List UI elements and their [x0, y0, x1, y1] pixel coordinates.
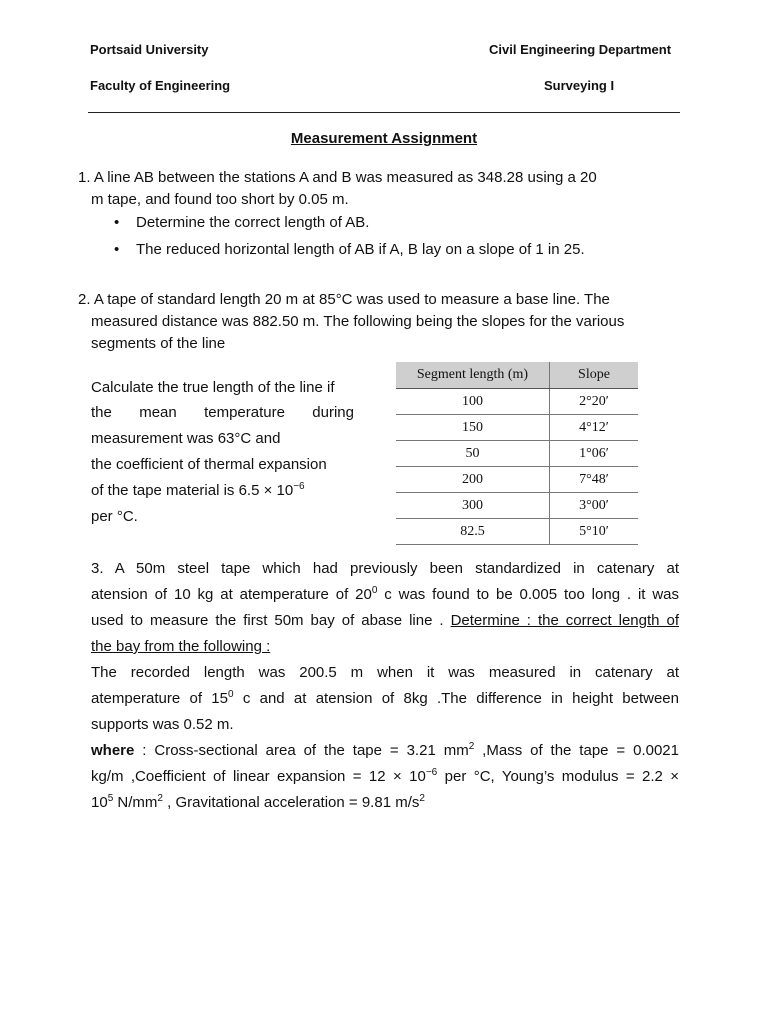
q3-line-3a: used to measure the first 50m bay of abase line . [91, 612, 451, 629]
slope-cell: 7°48′ [550, 467, 639, 493]
q3-line-2b: c was found to be 0.005 too long . it was [377, 586, 680, 603]
q1-bullet-2-text: The reduced horizontal length of AB if A, B lay on a slope of 1 in 25. [136, 241, 585, 258]
q3-ten-pow-sup: 5 [107, 793, 114, 804]
q3-line-3 [91, 608, 679, 634]
table-row [396, 519, 638, 545]
page-title: Measurement Assignment [290, 130, 478, 147]
header-slope: Slope [550, 362, 639, 389]
q1-bullet-1 [114, 212, 370, 234]
course-name: Surveying I [544, 78, 615, 93]
q3-line-10a: 10 [91, 794, 108, 811]
q2-calc-line-3: measurement was 63°C and [91, 430, 281, 447]
q3-line-7: supports was 0.52 m. [91, 716, 234, 733]
q3-line-8 [91, 738, 679, 764]
table-row [396, 441, 638, 467]
header-segment-length: Segment length (m) [396, 362, 550, 389]
table-row [396, 467, 638, 493]
q3-line-1: 3. A 50m steel tape which had previously been standardized in catenary at [91, 560, 679, 577]
q3-line-10c: , Gravitational acceleration = 9.81 m/s [162, 794, 420, 811]
header-divider [88, 112, 680, 113]
q3-line-4 [91, 634, 270, 660]
segment-length-cell: 50 [396, 441, 550, 467]
q3-line-2a: atension of 10 kg at atemperature of 20 [91, 586, 372, 603]
q2-line-1: 2. A tape of standard length 20 m at 85°C was used to measure a base line. The [78, 291, 610, 308]
q3-line-10b: N/mm [113, 794, 158, 811]
table-row [396, 415, 638, 441]
q3-line-9b: per °C, Young’s modulus = 2.2 × [437, 768, 679, 785]
table-row [396, 493, 638, 519]
segment-length-cell: 100 [396, 389, 550, 415]
q2-calc-line-5 [91, 480, 305, 502]
q1-bullet-2 [114, 239, 585, 261]
slope-cell: 5°10′ [550, 519, 639, 545]
q3-determine-underlined: Determine : the correct length of [450, 612, 679, 629]
q3-line-8b: ,Mass of the tape = 0.0021 [474, 742, 679, 759]
q3-mm2-sup: 2 [468, 741, 475, 752]
slope-cell: 1°06′ [550, 441, 639, 467]
q3-exp-sup: −6 [425, 767, 438, 778]
q3-line-5: The recorded length was 200.5 m when it was measured in catenary at [91, 664, 679, 681]
q2-line-3: segments of the line [91, 335, 226, 352]
q2-calc-line-4: the coefficient of thermal expansion [91, 456, 327, 473]
q3-line-6b: c and at atension of 8kg .The difference in height between [233, 690, 679, 707]
q3-line-8a: : Cross-sectional area of the tape = 3.21 mm [134, 742, 469, 759]
table-row [396, 389, 638, 415]
faculty-name: Faculty of Engineering [90, 78, 231, 93]
segment-length-cell: 150 [396, 415, 550, 441]
bullet-icon: • [114, 241, 120, 258]
q3-nmm2-sup: 2 [157, 793, 163, 804]
q3-line-10 [91, 790, 425, 816]
q1-line-1: 1. A line AB between the stations A and B was measured as 348.28 using a 20 [78, 169, 597, 186]
segment-length-cell: 200 [396, 467, 550, 493]
segment-length-cell: 300 [396, 493, 550, 519]
slope-cell: 2°20′ [550, 389, 639, 415]
q2-calc-line-1: Calculate the true length of the line if [91, 379, 335, 396]
q1-line-2: m tape, and found too short by 0.05 m. [91, 191, 349, 208]
q3-line-2 [91, 582, 679, 608]
slope-cell: 3°00′ [550, 493, 639, 519]
q3-degree-sup-1: 0 [371, 585, 378, 596]
q2-calc-line-2: the mean temperature during [91, 404, 354, 421]
q2-calc-line-6: per °C. [91, 508, 138, 525]
q3-line-9 [91, 764, 679, 790]
q3-determine-underlined-2: the bay from the following : [91, 638, 271, 655]
department-name: Civil Engineering Department [489, 42, 672, 57]
segment-table [396, 362, 638, 545]
q2-line-2: measured distance was 882.50 m. The following being the slopes for the various [91, 313, 625, 330]
table-header-row [396, 362, 638, 389]
q3-where-label: where [91, 742, 135, 759]
university-name: Portsaid University [90, 42, 209, 57]
q3-line-9a: kg/m ,Coefficient of linear expansion = 12 × 10 [91, 768, 426, 785]
q2-calc-exponent: −6 [293, 481, 305, 492]
q3-line-6a: atemperature of 15 [91, 690, 228, 707]
q3-degree-sup-2: 0 [227, 689, 234, 700]
q3-ms2-sup: 2 [419, 793, 425, 804]
segment-length-cell: 82.5 [396, 519, 550, 545]
q2-calc-line-5-text: of the tape material is 6.5 × 10 [91, 482, 294, 499]
q1-bullet-1-text: Determine the correct length of AB. [136, 214, 370, 231]
bullet-icon: • [114, 214, 120, 231]
q3-line-6 [91, 686, 679, 712]
slope-cell: 4°12′ [550, 415, 639, 441]
